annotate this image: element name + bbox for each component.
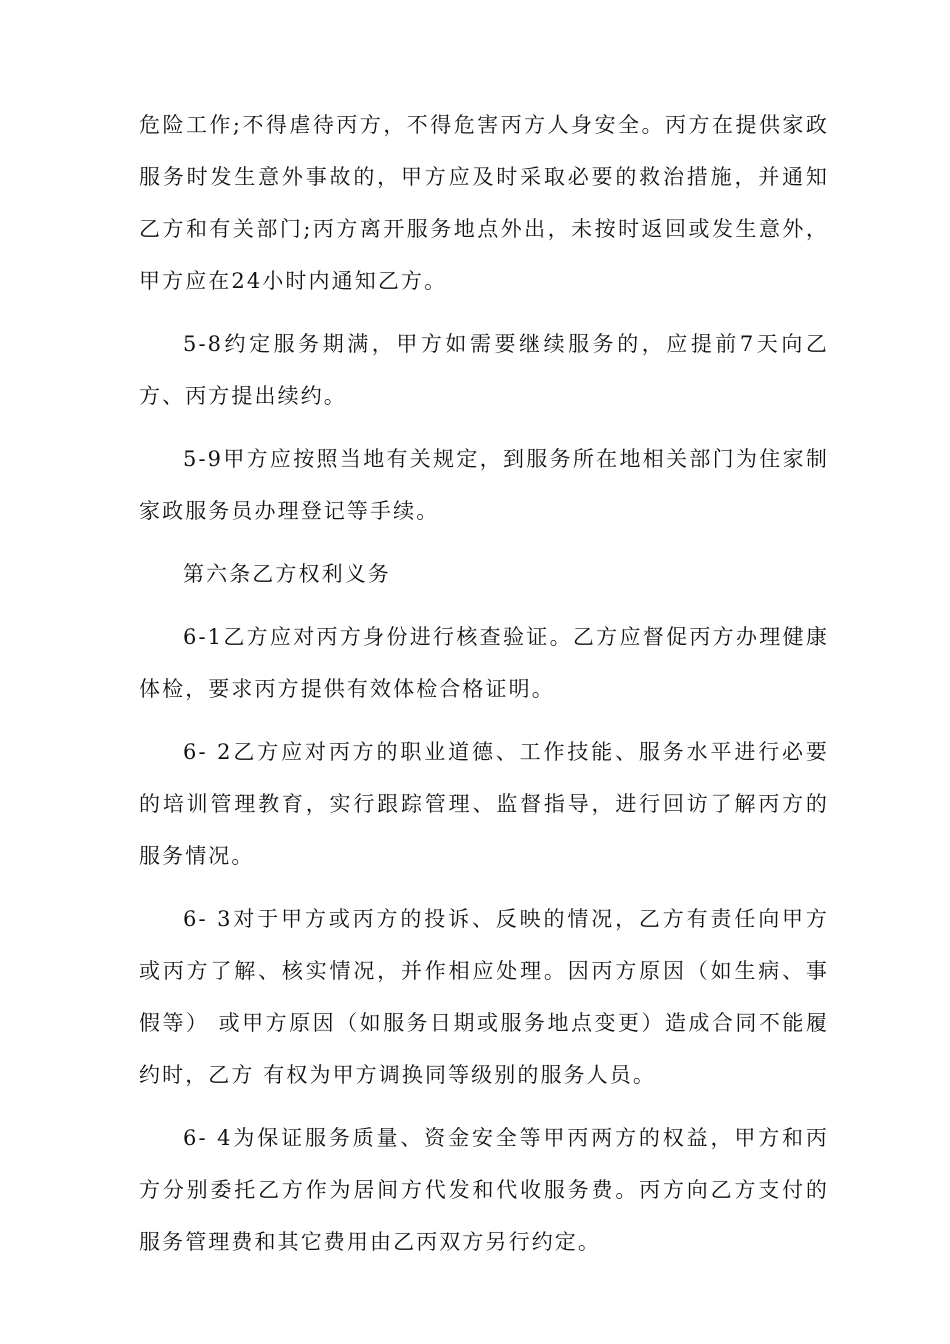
- paragraph-clause-6-2: 6- 2乙方应对丙方的职业道德、工作技能、服务水平进行必要的培训管理教育，实行跟踪管理、监督指导，进行回访了解丙方的服务情况。: [139, 740, 829, 868]
- section-heading-article-6: 第六条乙方权利义务: [183, 562, 391, 586]
- paragraph-clause-6-3: 6- 3对于甲方或丙方的投诉、反映的情况，乙方有责任向甲方或丙方了解、核实情况，并作相应处理。因丙方原因（如生病、事假等） 或甲方原因（如服务日期或服务地点变更）造成合同不能履约时，乙方 有权为甲方调换同等级别的服务人员。: [139, 907, 829, 1087]
- document-body: [139, 99, 829, 1268]
- paragraph-clause-5-9: 5-9甲方应按照当地有关规定，到服务所在地相关部门为住家制家政服务员办理登记等手续。: [139, 447, 829, 523]
- paragraph-clause-6-1: 6-1乙方应对丙方身份进行核查验证。乙方应督促丙方办理健康体检，要求丙方提供有效体检合格证明。: [139, 625, 829, 701]
- paragraph-clause-5-8: 5-8约定服务期满，甲方如需要继续服务的，应提前7天向乙方、丙方提出续约。: [139, 332, 829, 408]
- paragraph-clause-6-4: 6- 4为保证服务质量、资金安全等甲丙两方的权益，甲方和丙方分别委托乙方作为居间方代发和代收服务费。丙方向乙方支付的服务管理费和其它费用由乙丙双方另行约定。: [139, 1126, 829, 1254]
- paragraph-continuation: 危险工作;不得虐待丙方，不得危害丙方人身安全。丙方在提供家政服务时发生意外事故的，甲方应及时采取必要的救治措施，并通知乙方和有关部门;丙方离开服务地点外出，未按时返回或发生意外，甲方应在24小时内通知乙方。: [139, 113, 829, 293]
